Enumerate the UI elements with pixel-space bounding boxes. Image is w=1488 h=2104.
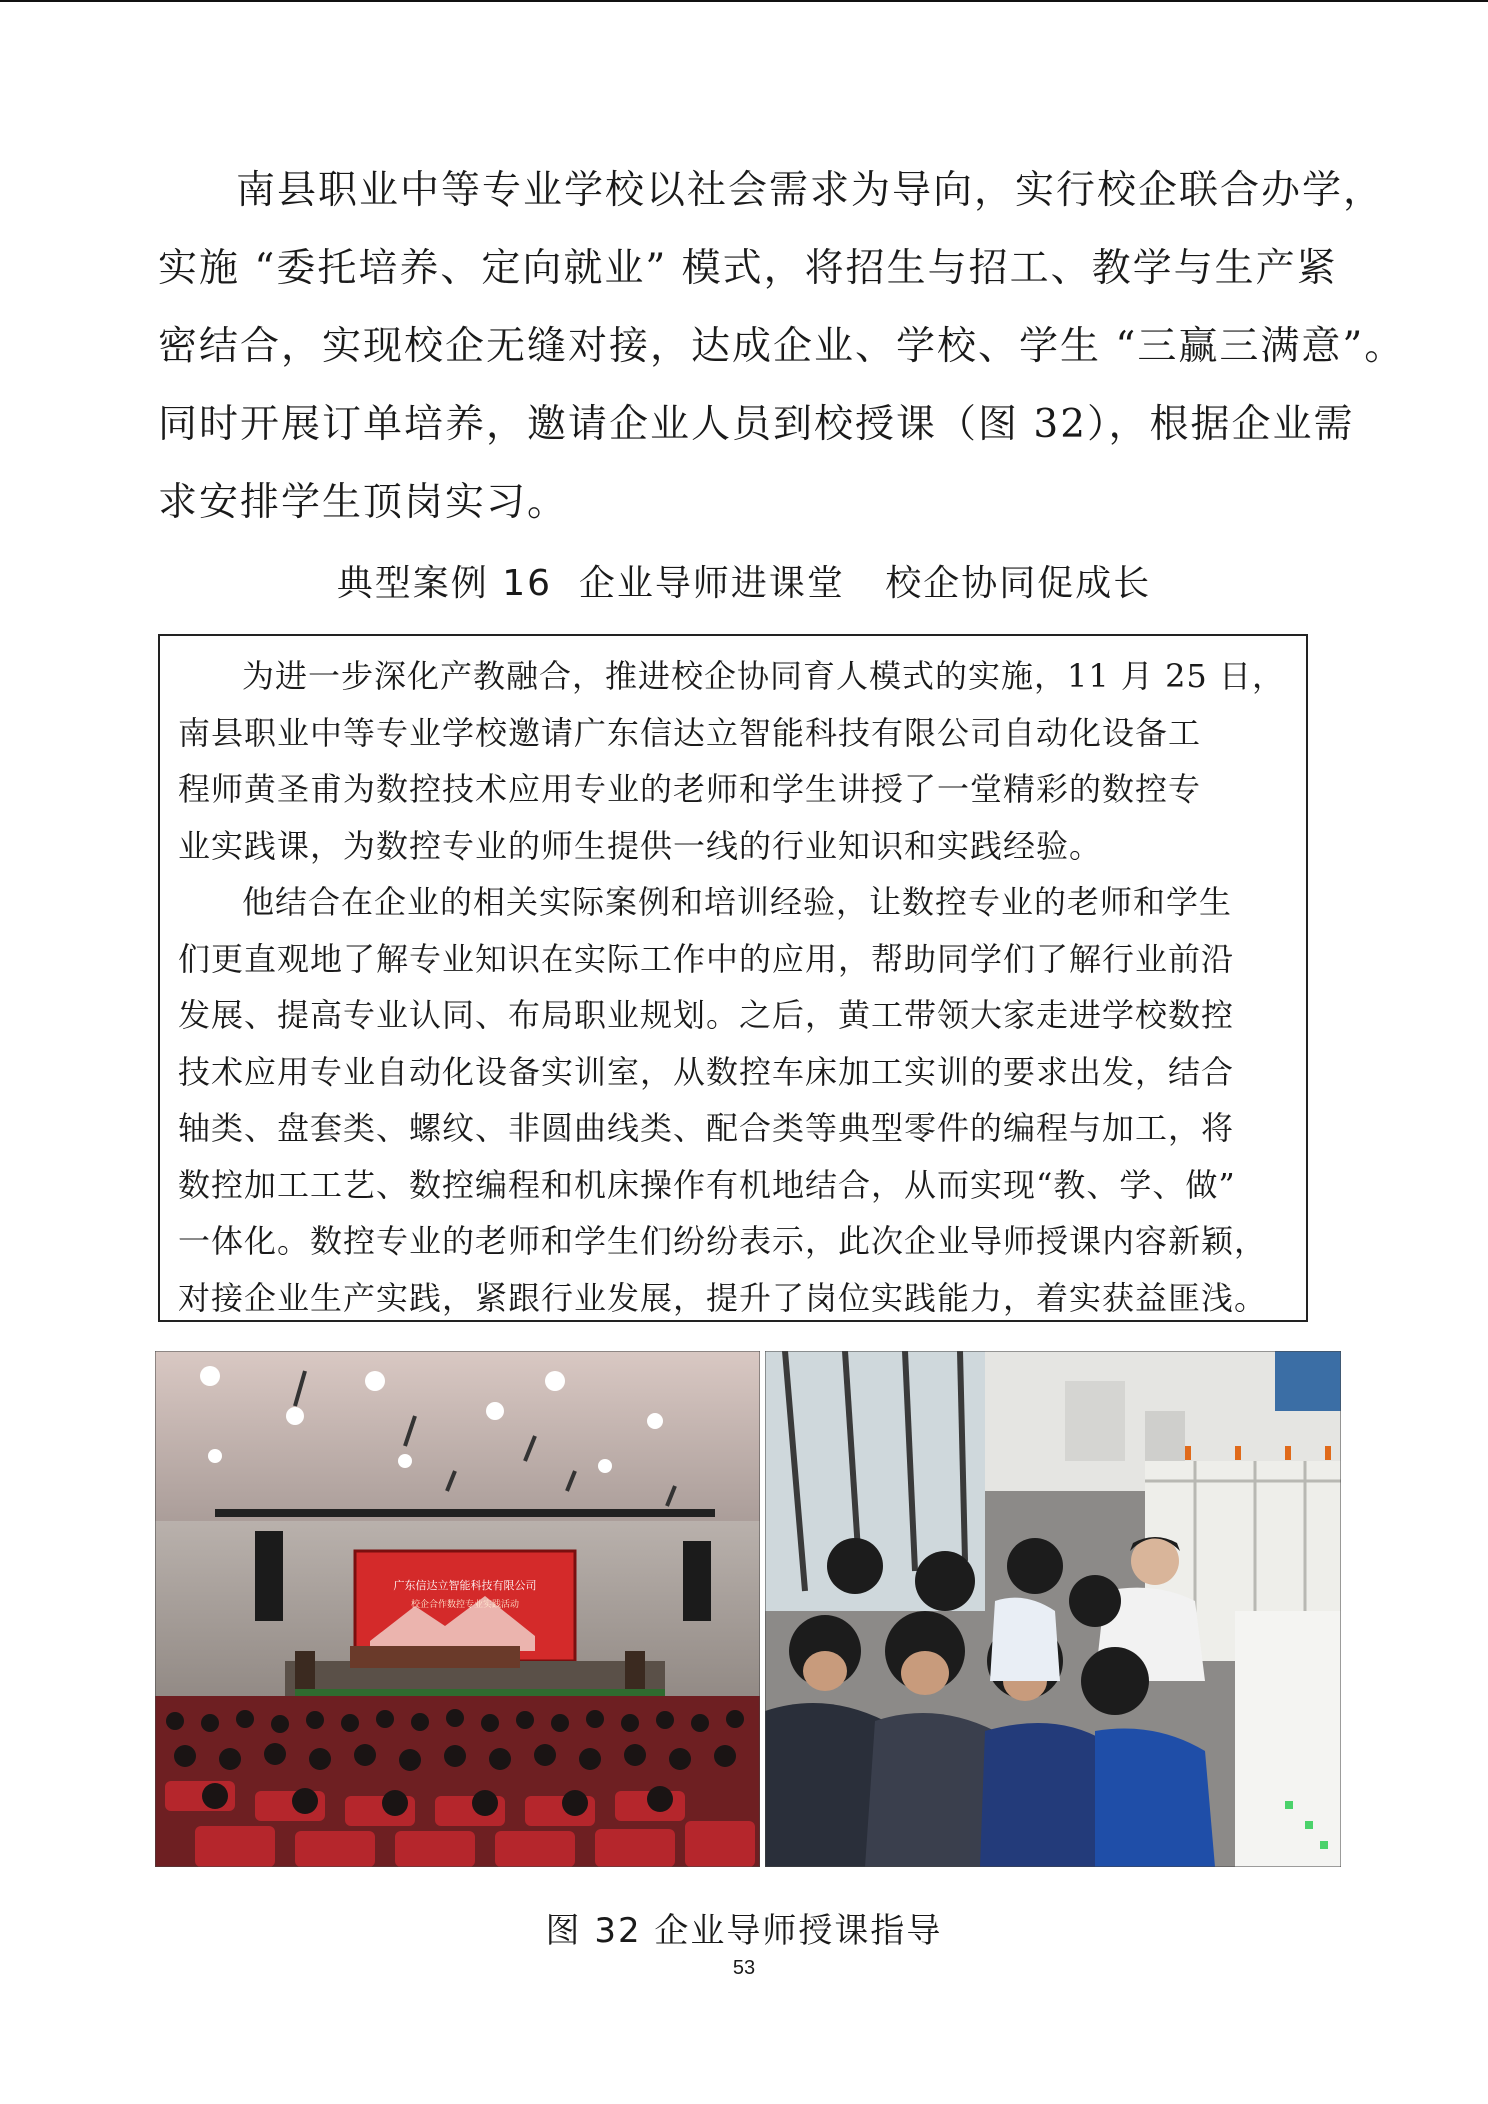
case-paragraph-line: 轴类、盘套类、螺纹、非圆曲线类、配合类等典型零件的编程与加工，将	[178, 1109, 1235, 1147]
case-paragraph-line: 程师黄圣甫为数控技术应用专业的老师和学生讲授了一堂精彩的数控专	[178, 770, 1202, 808]
case-paragraph-line: 技术应用专业自动化设备实训室，从数控车床加工实训的要求出发，结合	[178, 1052, 1235, 1091]
intro-line: 同时开展订单培养，邀请企业人员到校授课（图 32），根据企业需	[158, 402, 1355, 447]
training-lab-photo	[765, 1351, 1341, 1867]
intro-line: 求安排学生顶岗实习。	[158, 480, 569, 525]
intro-line: 南县职业中等专业学校以社会需求为导向，实行校企联合办学，	[236, 168, 1385, 213]
intro-paragraph	[158, 152, 1406, 542]
page-top-border	[0, 0, 1488, 2]
case-paragraph-line: 业实践课，为数控专业的师生提供一线的行业知识和实践经验。	[178, 826, 1103, 865]
case-paragraph-line: 一体化。数控专业的老师和学生们纷纷表示，此次企业导师授课内容新颖，	[178, 1222, 1268, 1260]
case-paragraph-line: 为进一步深化产教融合，推进校企协同育人模式的实施，11 月 25 日，	[242, 657, 1285, 695]
intro-line: 密结合，实现校企无缝对接，达成企业、学校、学生 “三赢三满意”。	[158, 324, 1406, 369]
banner-line2: 校企合作数控专业实践活动	[410, 1600, 520, 1610]
case-paragraph-line: 发展、提高专业认同、布局职业规划。之后，黄工带领大家走进学校数控	[178, 996, 1235, 1034]
case-box	[158, 634, 1308, 1322]
case-title: 典型案例 16 企业导师进课堂 校企协同促成长	[336, 563, 1152, 604]
photo-row	[155, 1351, 1341, 1867]
page-number: 53	[732, 1957, 756, 1979]
figure-caption: 图 32 企业导师授课指导	[545, 1911, 943, 1951]
intro-line: 实施 “委托培养、定向就业” 模式，将招生与招工、教学与生产紧	[158, 246, 1338, 291]
case-paragraph-line: 数控加工工艺、数控编程和机床操作有机地结合，从而实现“教、学、做”	[178, 1165, 1236, 1204]
case-paragraph-line: 南县职业中等专业学校邀请广东信达立智能科技有限公司自动化设备工	[178, 713, 1202, 752]
case-paragraph-line: 他结合在企业的相关实际案例和培训经验，让数控专业的老师和学生	[242, 883, 1233, 921]
case-paragraph-line: 们更直观地了解专业知识在实际工作中的应用，帮助同学们了解行业前沿	[178, 939, 1235, 978]
banner-line1: 广东信达立智能科技有限公司	[393, 1579, 537, 1592]
case-paragraph-line: 对接企业生产实践，紧跟行业发展，提升了岗位实践能力，着实获益匪浅。	[178, 1278, 1268, 1317]
auditorium-photo	[155, 1351, 760, 1867]
